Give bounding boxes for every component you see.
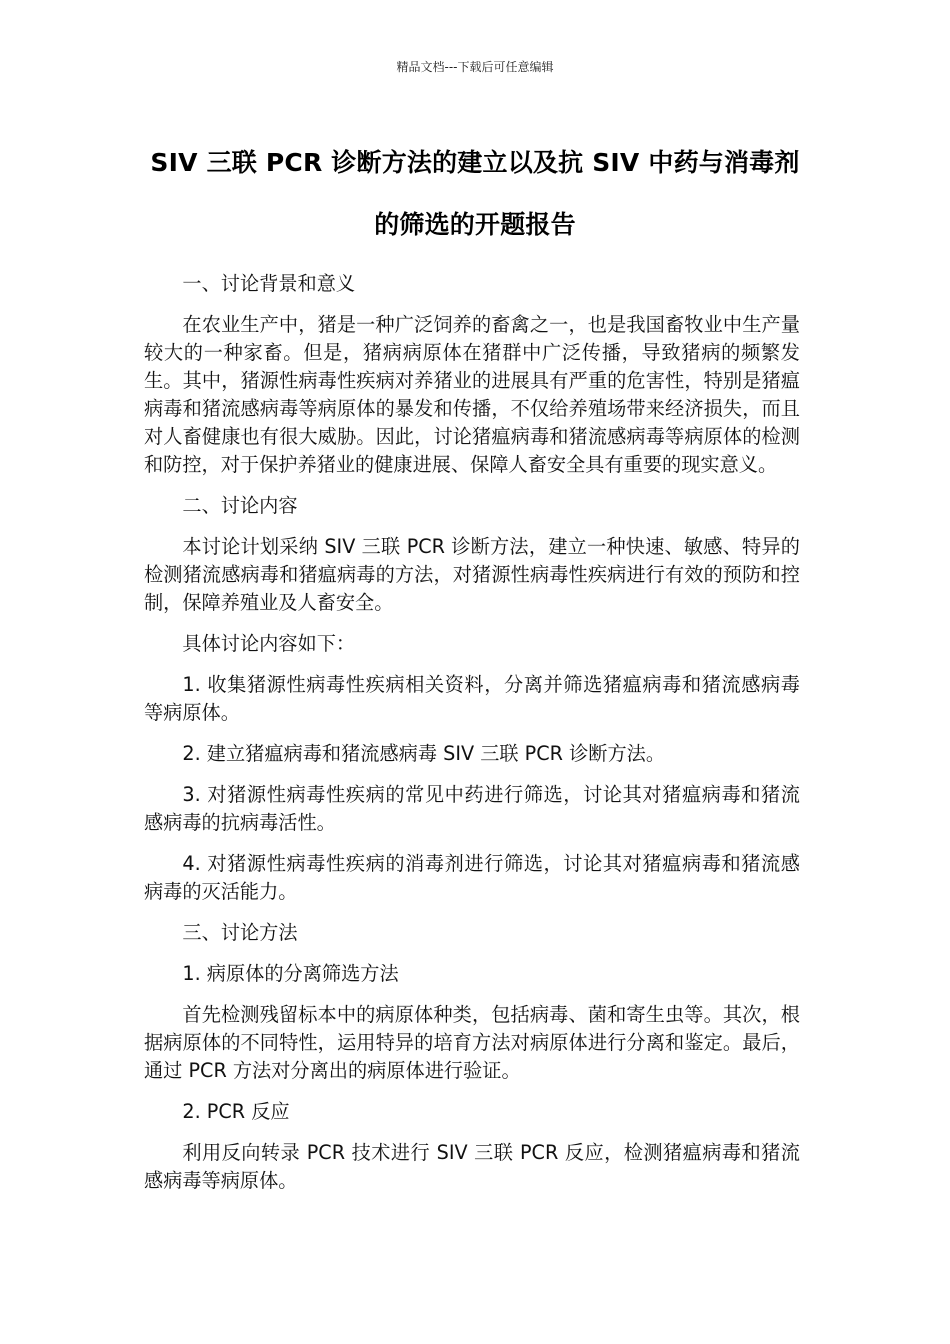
paragraph: 利用反向转录 PCR 技术进行 SIV 三联 PCR 反应，检测猪瘟病毒和猪流感病毒等病原体。 [144, 1141, 800, 1192]
subsection-heading: 2. PCR 反应 [182, 1100, 290, 1123]
section-heading: 三、讨论方法 [182, 921, 298, 944]
page-header: 精品文档---下载后可任意编辑 [396, 60, 554, 74]
list-item: 2. 建立猪瘟病毒和猪流感病毒 SIV 三联 PCR 诊断方法。 [182, 742, 666, 765]
section-heading: 二、讨论内容 [182, 494, 298, 517]
subsection-heading: 1. 病原体的分离筛选方法 [182, 962, 399, 985]
paragraph: 本讨论计划采纳 SIV 三联 PCR 诊断方法，建立一种快速、敏感、特异的检测猪流感病毒和猪瘟病毒的方法，对猪源性病毒性疾病进行有效的预防和控制，保障养殖业及人畜安全。 [144, 535, 800, 614]
list-item: 1. 收集猪源性病毒性疾病相关资料，分离并筛选猪瘟病毒和猪流感病毒等病原体。 [144, 673, 800, 724]
section-heading: 一、讨论背景和意义 [182, 272, 356, 295]
list-item: 3. 对猪源性病毒性疾病的常见中药进行筛选，讨论其对猪瘟病毒和猪流感病毒的抗病毒活性。 [144, 783, 800, 834]
document-body [144, 270, 800, 1208]
list-item: 4. 对猪源性病毒性疾病的消毒剂进行筛选，讨论其对猪瘟病毒和猪流感病毒的灭活能力。 [144, 852, 800, 903]
paragraph: 在农业生产中，猪是一种广泛饲养的畜禽之一，也是我国畜牧业中生产量较大的一种家畜。但是，猪病病原体在猪群中广泛传播，导致猪病的频繁发生。其中，猪源性病毒性疾病对养猪业的进展具有严重的危害性，特别是猪瘟病毒和猪流感病毒等病原体的暴发和传播，不仅给养殖场带来经济损失，而且对人畜健康也有很大威胁。因此，讨论猪瘟病毒和猪流感病毒等病原体的检测和防控，对于保护养猪业的健康进展、保障人畜安全具有重要的现实意义。 [144, 313, 800, 476]
paragraph: 具体讨论内容如下： [182, 632, 356, 655]
document-title: SIV 三联 PCR 诊断方法的建立以及抗 SIV 中药与消毒剂的筛选的开题报告 [150, 148, 800, 239]
paragraph: 首先检测残留标本中的病原体种类，包括病毒、菌和寄生虫等。其次，根据病原体的不同特性，运用特异的培育方法对病原体进行分离和鉴定。最后，通过 PCR 方法对分离出的病原体进行验证。 [144, 1003, 800, 1082]
